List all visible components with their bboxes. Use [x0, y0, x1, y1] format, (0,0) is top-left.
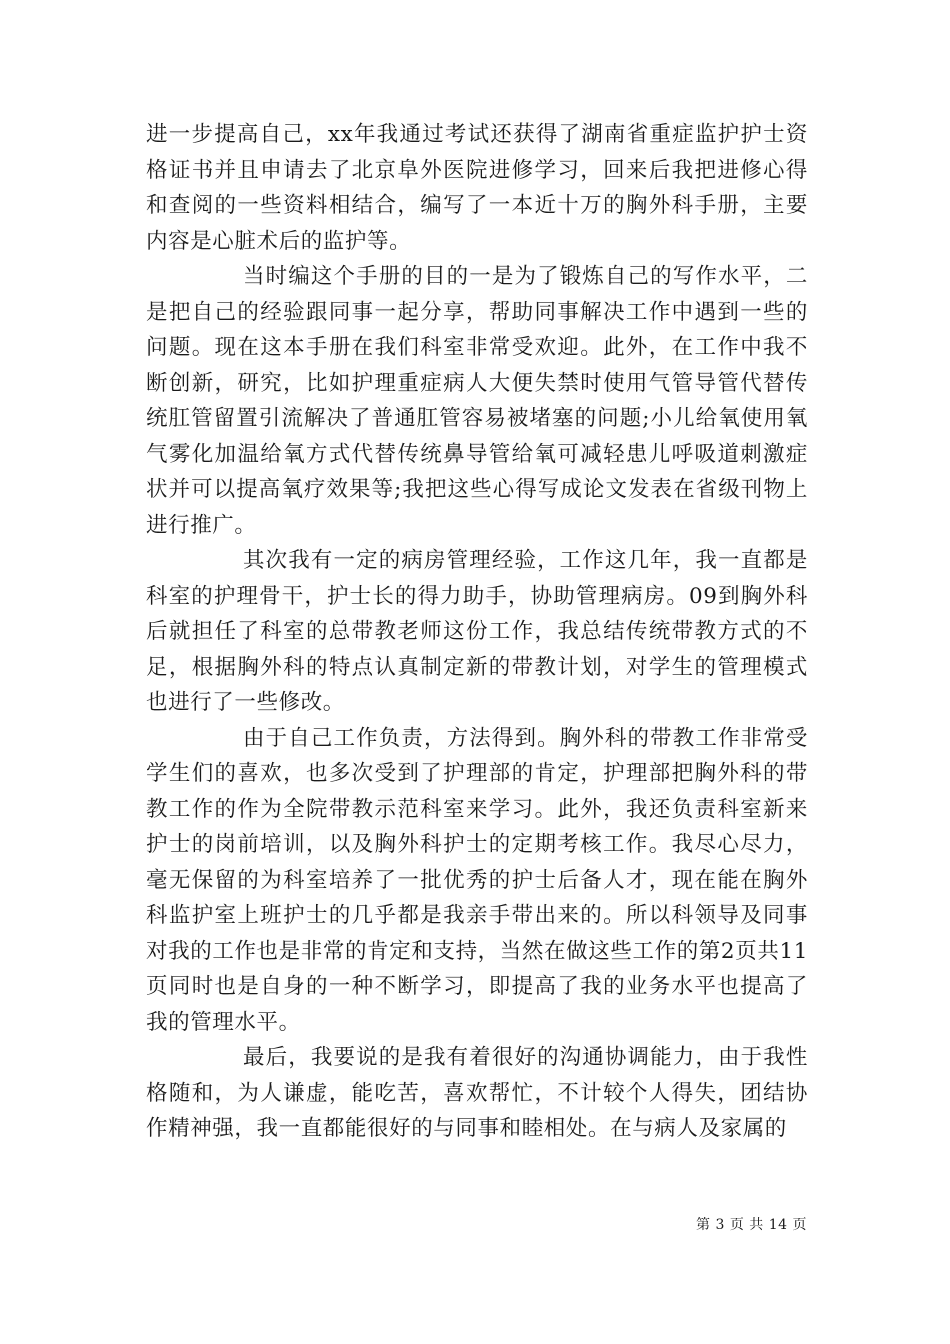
paragraph-2: 当时编这个手册的目的一是为了锻炼自己的写作水平，二是把自己的经验跟同事一起分享，帮助同事解决工作中遇到一些的问题。现在这本手册在我们科室非常受欢迎。此外，在工作中我不断创新，研究，比如护理重症病人大便失禁时使用气管导管代替传统肛管留置引流解决了普通肛管容易被堵塞的问题;小儿给氧使用氧气雾化加温给氧方式代替传统鼻导管给氧可减轻患儿呼吸道刺激症状并可以提高氧疗效果等;我把这些心得写成论文发表在省级刊物上进行推广。	[146, 264, 808, 538]
paragraph-1: 进一步提高自己，xx年我通过考试还获得了湖南省重症监护护士资格证书并且申请去了北京阜外医院进修学习，回来后我把进修心得和查阅的一些资料相结合，编写了一本近十万的胸外科手册，主要内容是心脏术后的监护等。	[146, 122, 808, 254]
paragraph-4: 由于自己工作负责，方法得到。胸外科的带教工作非常受学生们的喜欢，也多次受到了护理部的肯定，护理部把胸外科的带教工作的作为全院带教示范科室来学习。此外，我还负责科室新来护士的岗前培训，以及胸外科护士的定期考核工作。我尽心尽力，毫无保留的为科室培养了一批优秀的护士后备人才，现在能在胸外科监护室上班护士的几乎都是我亲手带出来的。所以科领导及同事对我的工作也是非常的肯定和支持，当然在做这些工作的第2页共11页同时也是自身的一种不断学习，即提高了我的业务水平也提高了我的管理水平。	[146, 725, 808, 1035]
paragraph-3: 其次我有一定的病房管理经验，工作这几年，我一直都是科室的护理骨干，护士长的得力助手，协助管理病房。09到胸外科后就担任了科室的总带教老师这份工作，我总结传统带教方式的不足，根据胸外科的特点认真制定新的带教计划，对学生的管理模式也进行了一些修改。	[146, 548, 808, 715]
paragraph-5: 最后，我要说的是我有着很好的沟通协调能力，由于我性格随和，为人谦虚，能吃苦，喜欢帮忙，不计较个人得失，团结协作精神强，我一直都能很好的与同事和睦相处。在与病人及家属的	[146, 1045, 808, 1141]
page-number-footer: 第 3 页 共 14 页	[696, 1217, 807, 1233]
body-text	[146, 117, 808, 1147]
